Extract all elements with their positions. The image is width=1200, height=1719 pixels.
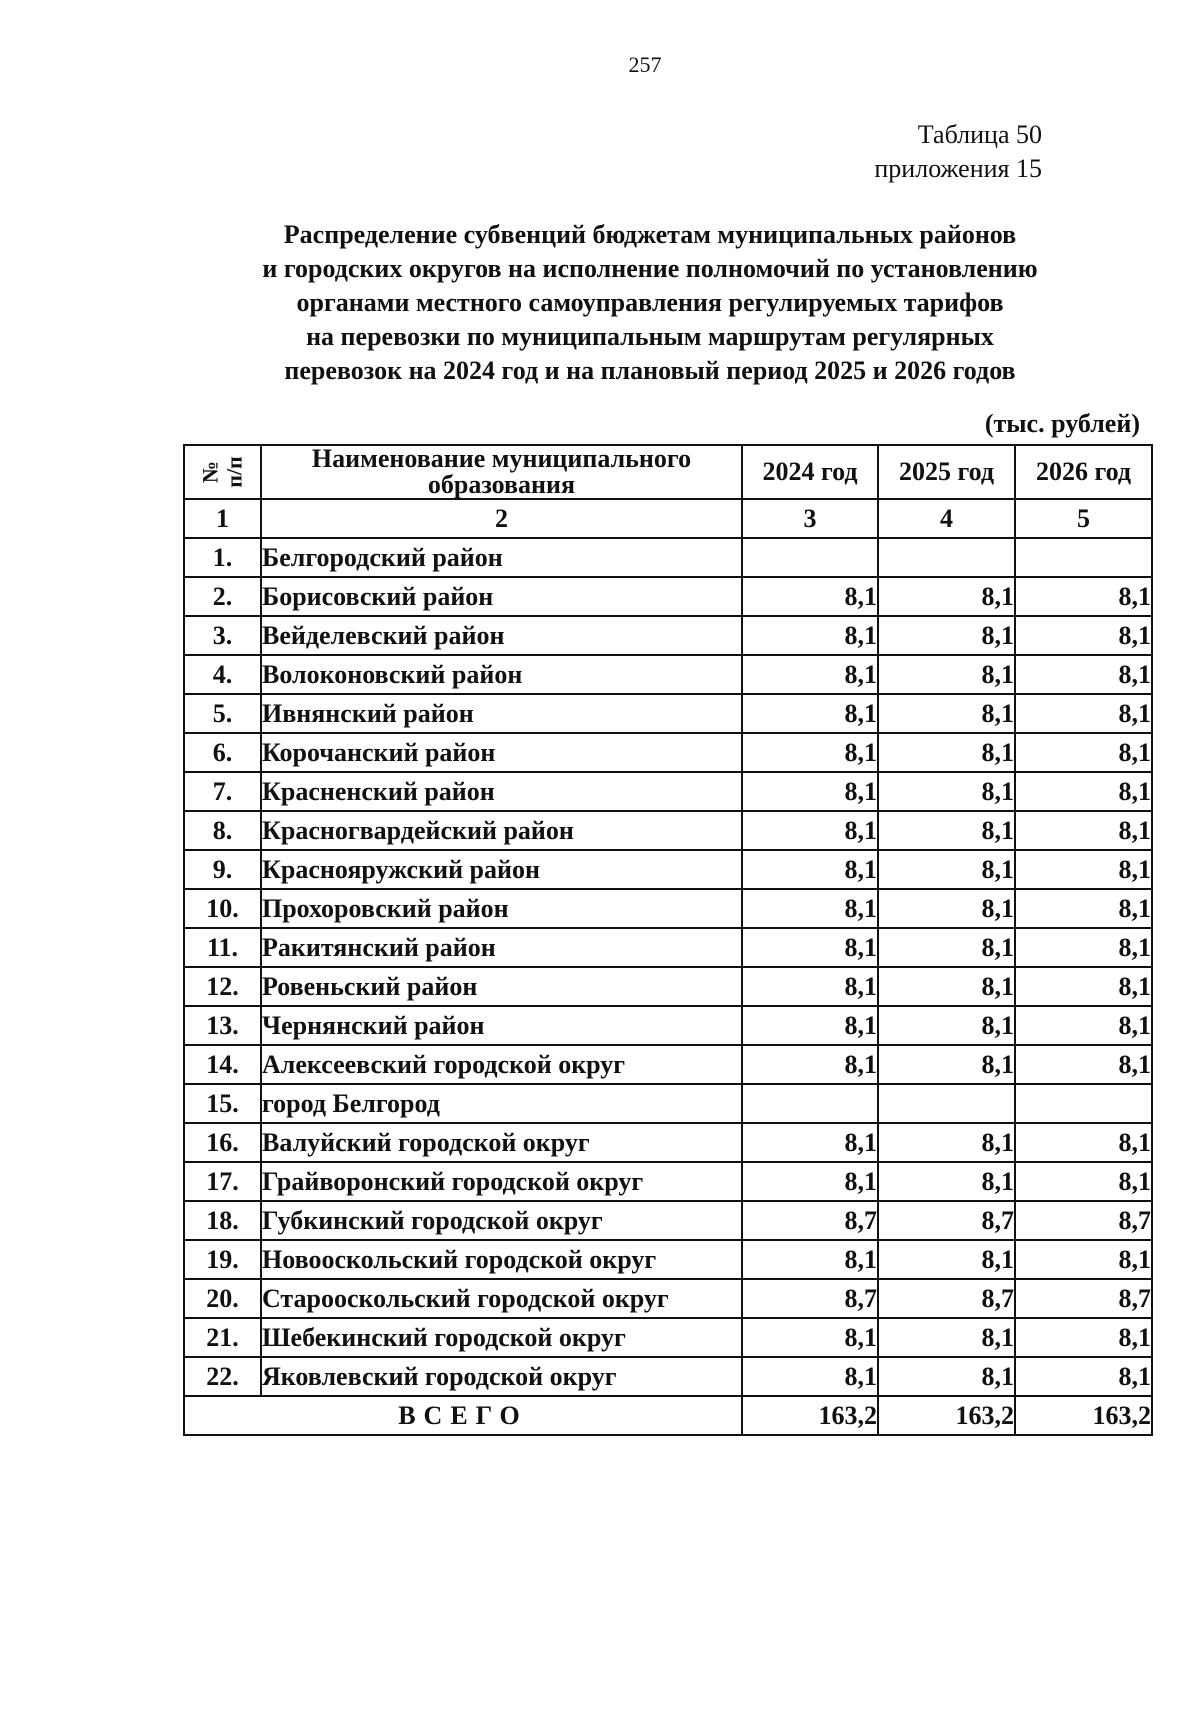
table-row [184,811,1152,850]
row-value-2026: 8,1 [1015,733,1152,772]
header-number-pp: п/п [221,456,247,488]
row-value-2025: 8,1 [878,1006,1015,1045]
row-number: 2. [184,577,261,616]
total-2024: 163,2 [742,1396,878,1435]
total-2025: 163,2 [878,1396,1015,1435]
row-value-2026: 8,1 [1015,811,1152,850]
row-name: Чернянский район [261,1006,742,1045]
title-line: на перевозки по муниципальным маршрутам регулярных [306,322,994,351]
row-value-2024 [742,538,878,577]
row-value-2025: 8,7 [878,1279,1015,1318]
row-value-2024: 8,1 [742,811,878,850]
table-row [184,928,1152,967]
row-name: Вейделевский район [261,616,742,655]
row-value-2025: 8,1 [878,889,1015,928]
row-value-2025 [878,538,1015,577]
row-name: Губкинский городской округ [261,1201,742,1240]
row-number: 4. [184,655,261,694]
row-number: 11. [184,928,261,967]
row-value-2025: 8,1 [878,1045,1015,1084]
row-value-2025 [878,1084,1015,1123]
row-value-2026: 8,1 [1015,577,1152,616]
header-2024: 2024 год [742,445,878,499]
subsidy-table [183,444,1153,1436]
row-value-2024: 8,1 [742,1162,878,1201]
table-row [184,772,1152,811]
row-number: 20. [184,1279,261,1318]
table-row [184,538,1152,577]
row-value-2025: 8,1 [878,850,1015,889]
row-number: 18. [184,1201,261,1240]
title-line: Распределение субвенций бюджетам муниципальных районов [283,220,1017,249]
row-value-2024: 8,1 [742,616,878,655]
row-number: 19. [184,1240,261,1279]
row-value-2024: 8,1 [742,1240,878,1279]
row-value-2024: 8,1 [742,655,878,694]
row-value-2024: 8,1 [742,772,878,811]
row-number: 9. [184,850,261,889]
row-value-2024: 8,1 [742,1006,878,1045]
row-number: 22. [184,1357,261,1396]
row-number: 8. [184,811,261,850]
document-title [150,218,1150,388]
row-value-2026 [1015,538,1152,577]
row-name: Красногвардейский район [261,811,742,850]
row-value-2025: 8,7 [878,1201,1015,1240]
row-value-2026: 8,1 [1015,850,1152,889]
row-value-2025: 8,1 [878,1162,1015,1201]
column-number: 3 [742,499,878,538]
table-row [184,616,1152,655]
row-name: Валуйский городской округ [261,1123,742,1162]
table-row [184,1045,1152,1084]
row-value-2026: 8,1 [1015,1240,1152,1279]
column-number: 5 [1015,499,1152,538]
row-value-2026: 8,1 [1015,1045,1152,1084]
title-line: перевозок на 2024 год и на плановый период 2025 и 2026 годов [284,356,1016,385]
row-name: Ивнянский район [261,694,742,733]
row-value-2024: 8,1 [742,889,878,928]
row-value-2025: 8,1 [878,967,1015,1006]
row-name: Борисовский район [261,577,742,616]
row-value-2025: 8,1 [878,772,1015,811]
row-number: 10. [184,889,261,928]
row-number: 16. [184,1123,261,1162]
table-row [184,733,1152,772]
units-label: (тыс. рублей) [984,409,1140,438]
row-name: Яковлевский городской округ [261,1357,742,1396]
table-row [184,577,1152,616]
row-name: Алексеевский городской округ [261,1045,742,1084]
table-row [184,1162,1152,1201]
row-name: Шебекинский городской округ [261,1318,742,1357]
table-label-number: Таблица 50 [917,120,1042,149]
table-row [184,694,1152,733]
table-row [184,1318,1152,1357]
table-row [184,967,1152,1006]
row-value-2026: 8,1 [1015,889,1152,928]
row-value-2026 [1015,1084,1152,1123]
row-number: 5. [184,694,261,733]
row-number: 15. [184,1084,261,1123]
header-2025: 2025 год [878,445,1015,499]
row-value-2024: 8,1 [742,694,878,733]
table-label-appendix: приложения 15 [874,154,1042,183]
row-name: Ровеньский район [261,967,742,1006]
title-line: и городских округов на исполнение полномочий по установлению [262,254,1038,283]
table-row [184,1279,1152,1318]
row-name: Новооскольский городской округ [261,1240,742,1279]
row-value-2026: 8,1 [1015,694,1152,733]
row-value-2025: 8,1 [878,577,1015,616]
row-name: город Белгород [261,1084,742,1123]
row-value-2025: 8,1 [878,616,1015,655]
title-line: органами местного самоуправления регулируемых тарифов [296,288,1004,317]
row-value-2026: 8,1 [1015,616,1152,655]
row-number: 13. [184,1006,261,1045]
row-number: 12. [184,967,261,1006]
row-value-2024: 8,1 [742,733,878,772]
total-row [184,1396,1152,1435]
table-row [184,1006,1152,1045]
row-value-2025: 8,1 [878,928,1015,967]
row-value-2025: 8,1 [878,1123,1015,1162]
row-value-2025: 8,1 [878,1318,1015,1357]
row-value-2024: 8,7 [742,1279,878,1318]
row-value-2025: 8,1 [878,694,1015,733]
row-name: Прохоровский район [261,889,742,928]
row-number: 7. [184,772,261,811]
row-name: Старооскольский городской округ [261,1279,742,1318]
row-value-2024: 8,1 [742,850,878,889]
column-number-row [184,499,1152,538]
row-value-2026: 8,1 [1015,772,1152,811]
row-value-2026: 8,1 [1015,967,1152,1006]
row-value-2024: 8,1 [742,967,878,1006]
row-value-2026: 8,1 [1015,1006,1152,1045]
row-value-2026: 8,7 [1015,1279,1152,1318]
page-number: 257 [628,52,662,77]
row-value-2024: 8,7 [742,1201,878,1240]
row-number: 21. [184,1318,261,1357]
row-value-2024: 8,1 [742,928,878,967]
table-row [184,1240,1152,1279]
row-name: Краснояружский район [261,850,742,889]
column-number: 2 [261,499,742,538]
row-value-2025: 8,1 [878,655,1015,694]
row-name: Ракитянский район [261,928,742,967]
row-value-2025: 8,1 [878,1240,1015,1279]
column-number: 4 [878,499,1015,538]
row-name: Волоконовский район [261,655,742,694]
row-number: 17. [184,1162,261,1201]
row-value-2024: 8,1 [742,577,878,616]
total-label: ВСЕГО [184,1396,742,1435]
header-number-text [199,456,247,487]
table-body [184,538,1152,1396]
row-value-2024: 8,1 [742,1357,878,1396]
table-row [184,655,1152,694]
row-name: Красненский район [261,772,742,811]
row-value-2026: 8,1 [1015,1123,1152,1162]
row-value-2026: 8,7 [1015,1201,1152,1240]
row-number: 3. [184,616,261,655]
total-2026: 163,2 [1015,1396,1152,1435]
table-row [184,889,1152,928]
table-label [874,118,1042,186]
row-value-2026: 8,1 [1015,928,1152,967]
row-name: Корочанский район [261,733,742,772]
header-number-symbol: № [197,460,223,484]
row-value-2025: 8,1 [878,733,1015,772]
column-number: 1 [184,499,261,538]
row-value-2025: 8,1 [878,1357,1015,1396]
row-value-2024: 8,1 [742,1123,878,1162]
table-row [184,1201,1152,1240]
row-number: 6. [184,733,261,772]
row-value-2026: 8,1 [1015,1357,1152,1396]
row-number: 1. [184,538,261,577]
table-row [184,850,1152,889]
table-header-row [184,445,1152,499]
row-name: Грайворонский городской округ [261,1162,742,1201]
header-name: Наименование муниципального образования [261,445,742,499]
row-value-2024: 8,1 [742,1318,878,1357]
row-value-2025: 8,1 [878,811,1015,850]
row-value-2024: 8,1 [742,1045,878,1084]
table-row [184,1123,1152,1162]
row-number: 14. [184,1045,261,1084]
row-value-2026: 8,1 [1015,1162,1152,1201]
table-row [184,1084,1152,1123]
header-number [184,445,261,499]
table-row [184,1357,1152,1396]
row-value-2024 [742,1084,878,1123]
row-name: Белгородский район [261,538,742,577]
row-value-2026: 8,1 [1015,1318,1152,1357]
header-2026: 2026 год [1015,445,1152,499]
row-value-2026: 8,1 [1015,655,1152,694]
